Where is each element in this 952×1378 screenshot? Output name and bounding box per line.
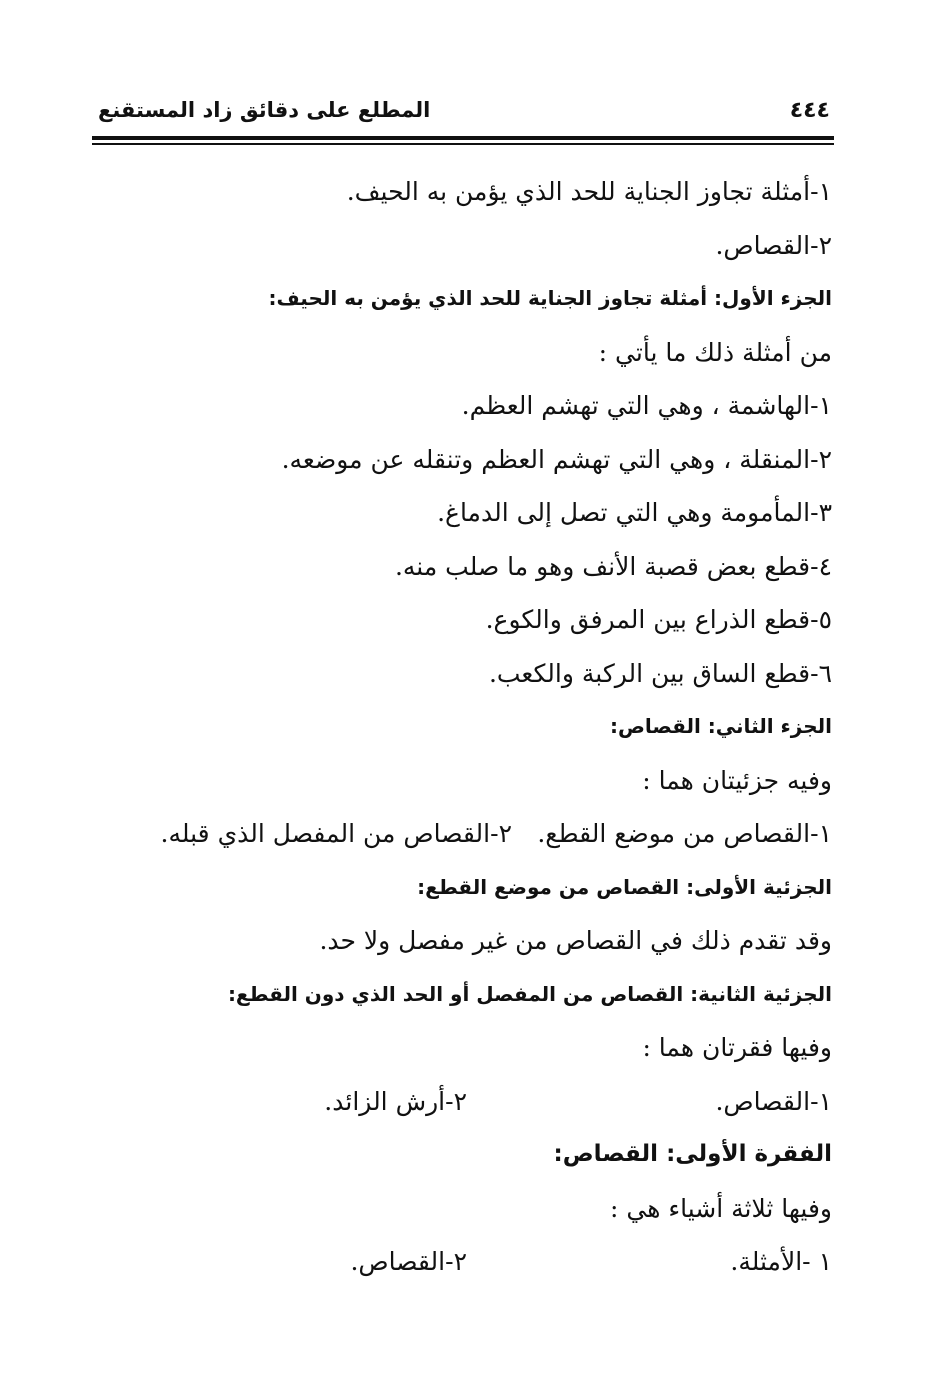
paragraph: من أمثلة ذلك ما يأتي : [598, 337, 832, 367]
list-item: ١-القصاص من موضع القطع. [537, 819, 832, 848]
list-item: ٦-قطع الساق بين الركبة والكعب. [488, 658, 832, 688]
list-item: ٢-القصاص. [715, 230, 832, 260]
list-item: ٢-المنقلة ، وهي التي تهشم العظم وتنقله عن موضعه. [281, 444, 832, 474]
section-heading: الفقرة الأولى: القصاص: [553, 1141, 832, 1167]
section-heading: الجزئية الأولى: القصاص من موضع القطع: [417, 874, 832, 899]
list-item: ٣-المأمومة وهي التي تصل إلى الدماغ. [437, 498, 832, 527]
list-row [100, 1235, 832, 1289]
list-item: ٢-القصاص. [350, 1247, 467, 1276]
list-item: ٤-قطع بعض قصبة الأنف وهو ما صلب منه. [394, 551, 832, 581]
paragraph: وفيها ثلاثة أشياء هي : [610, 1193, 832, 1223]
running-title: المطلع على دقائق زاد المستقنع [98, 98, 431, 122]
page-number: ٤٤٤ [789, 98, 830, 123]
list-row [90, 807, 832, 861]
list-row [100, 1075, 832, 1129]
page-body [100, 165, 832, 1289]
list-item: ٢-القصاص من المفصل الذي قبله. [160, 819, 512, 848]
list-item: ١-أمثلة تجاوز الجناية للحد الذي يؤمن به الحيف. [346, 177, 832, 206]
list-item: ١ -الأمثلة. [730, 1247, 832, 1276]
list-item: ١-الهاشمة ، وهي التي تهشم العظم. [461, 391, 832, 420]
header-rule-thick [92, 136, 834, 140]
list-item: ٥-قطع الذراع بين المرفق والكوع. [485, 605, 832, 634]
header-rule-thin [92, 143, 834, 145]
section-heading: الجزء الثاني: القصاص: [609, 714, 832, 738]
page-header [92, 98, 834, 132]
paragraph: وفيه جزئيتان هما : [642, 765, 832, 795]
list-item: ٢-أرش الزائد. [324, 1086, 467, 1116]
section-heading: الجزئية الثانية: القصاص من المفصل أو الحد الذي دون القطع: [227, 981, 832, 1006]
list-item: ١-القصاص. [715, 1086, 832, 1116]
section-heading: الجزء الأول: أمثلة تجاوز الجناية للحد الذي يؤمن به الحيف: [268, 286, 832, 310]
paragraph: وفيها فقرتان هما : [642, 1033, 832, 1062]
paragraph: وقد تقدم ذلك في القصاص من غير مفصل ولا حد. [319, 926, 832, 955]
